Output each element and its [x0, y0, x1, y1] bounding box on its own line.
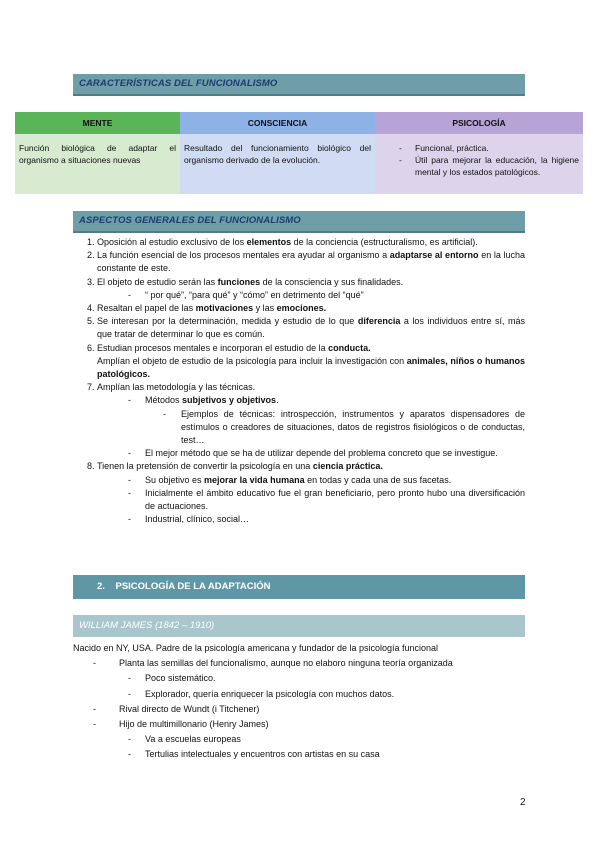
william-james-content: [73, 641, 543, 763]
sub-list-item: - Poco sistemático.: [128, 673, 216, 684]
list-item: 6. Estudian procesos mentales e incorporan el estudio de la conducta. Amplían el objeto de estudio de la psicología para incluir la investigación con animales, niños o humanos patológicos.: [87, 342, 525, 380]
section-title: ASPECTOS GENERALES DEL FUNCIONALISMO: [79, 215, 301, 226]
section-header-aspectos: [73, 211, 525, 233]
characteristics-table: [15, 112, 583, 194]
sub-list-item: - Explorador, quería enriquecer la psicología con muchos datos.: [128, 688, 395, 699]
sub-list-item: - “ por qué”, “para qué” y “cómo” en detrimento del “qué”: [128, 289, 364, 300]
aspects-list: [73, 236, 525, 526]
list-item: - Útil para mejorar la educación, la higiene mental y los estados patológicos.: [399, 154, 579, 178]
list-item: 2. La función esencial de los procesos mentales era ayudar al organismo a adaptarse al entorno en la lucha constante de este.: [87, 250, 525, 274]
list-item: 4. Resaltan el papel de las motivaciones y las emociones.: [87, 303, 327, 314]
sub-list-item: - Métodos subjetivos y objetivos.: [128, 395, 279, 406]
header-consciencia: CONSCIENCIA: [180, 112, 375, 134]
list-item: - Funcional, práctica.: [399, 142, 579, 154]
sub-list-item: - Su objetivo es mejorar la vida humana en todas y cada una de sus facetas.: [128, 474, 452, 485]
cell-psicologia: [375, 134, 583, 194]
list-item: 7. Amplían las metodología y las técnicas.: [87, 382, 256, 393]
sub-list-item: - Inicialmente el ámbito educativo fue el gran beneficiario, pero pronto hubo una diversificación de actuaciones.: [128, 487, 525, 512]
sub-list-item: - Tertulias intelectuales y encuentros con artistas en su casa: [128, 749, 380, 760]
list-item: 8. Tienen la pretensión de convertir la psicología en una ciencia práctica.: [87, 461, 383, 472]
list-item: - Hijo de multimillonario (Henry James): [93, 719, 269, 730]
section-title: CARACTERÍSTICAS DEL FUNCIONALISMO: [79, 78, 278, 89]
sub-list-item: - Va a escuelas europeas: [128, 734, 241, 745]
list-item: 3. El objeto de estudio serán las funciones de la consciencia y sus finalidades.: [87, 276, 404, 287]
cell-consciencia: Resultado del funcionamiento biológico del organismo derivado de la evolución.: [180, 134, 375, 194]
list-item: 5. Se interesan por la determinación, medida y estudio de lo que diferencia a los individuos entre sí, más que tratar de determinar lo que es común.: [87, 316, 526, 340]
section-header-william-james: [73, 615, 525, 637]
header-mente: MENTE: [15, 112, 180, 134]
cell-mente: Función biológica de adaptar el organismo a situaciones nuevas: [15, 134, 180, 194]
section-header-adaptacion: [73, 575, 525, 599]
section-title: WILLIAM JAMES (1842 – 1910): [79, 620, 215, 631]
section-header-caracteristicas: [73, 74, 525, 96]
sub-list-item: - Industrial, clínico, social…: [128, 514, 250, 525]
sub-list-item: - El mejor método que se ha de utilizar depende del problema concreto que se investigue.: [128, 448, 498, 459]
sub-sub-list-item: - Ejemplos de técnicas: introspección, instrumentos y aparatos dispensadores de estímulos o creadores de situaciones, datos de registros fisiológicos o de conductas, test…: [163, 408, 525, 446]
list-item: - Rival directo de Wundt (i Titchener): [93, 703, 260, 714]
list-item: - Planta las semillas del funcionalismo, aunque no elaboro ninguna teoría organizada: [93, 658, 453, 669]
intro-text: Nacido en NY, USA. Padre de la psicología americana y fundador de la psicología funcional: [73, 643, 439, 653]
header-psicologia: PSICOLOGÍA: [375, 112, 583, 134]
section-title: 2. PSICOLOGÍA DE LA ADAPTACIÓN: [97, 581, 271, 592]
page-number: 2: [520, 797, 526, 808]
list-item: 1. Oposición al estudio exclusivo de los elementos de la conciencia (estructuralismo, es artificial).: [87, 237, 478, 247]
